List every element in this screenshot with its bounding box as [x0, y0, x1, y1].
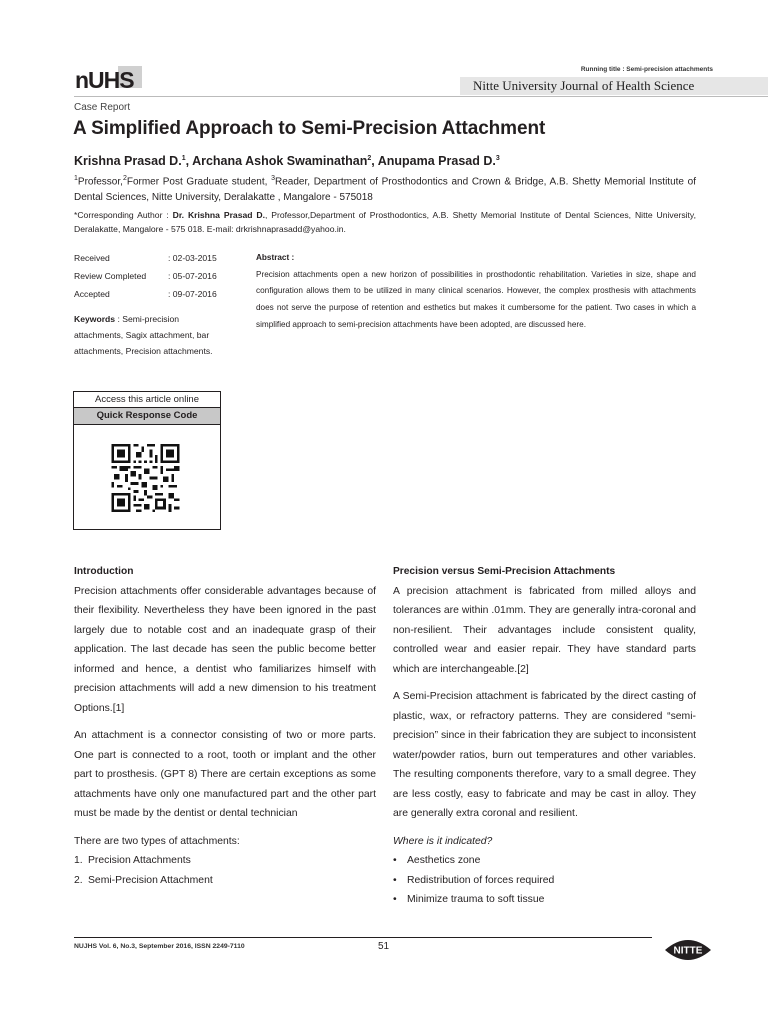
bullet-dot-icon: •	[393, 855, 397, 866]
article-type: Case Report	[74, 102, 131, 113]
corr-details: , Professor,Department of Prosthodontics, A.B. Shetty Memorial Institute of Dental Sciences, Nitte University, Deralakatte, Mangalore - 575 018. E-mail: drkrishnaprasadd@yahoo.in.	[74, 210, 696, 234]
bullet-item	[393, 890, 696, 910]
abstract	[256, 250, 696, 334]
date-value: : 05-07-2016	[168, 270, 217, 281]
footer-citation: NUJHS Vol. 6, No.3, September 2016, ISSN 2249-7110	[74, 943, 245, 950]
paragraph: A precision attachment is fabricated from milled alloys and tolerances are within .01mm. They are generally intra-coronal and non-resilient. Their advantages include consistent quality, controlled wear and easier repair. They have standard parts which are interchangeable.[2]	[393, 585, 696, 675]
list-number: 1.	[74, 855, 83, 866]
list-item	[74, 871, 376, 891]
corresponding-author	[74, 208, 696, 236]
bullet-text: Redistribution of forces required	[407, 874, 555, 886]
section-heading-introduction: Introduction	[74, 566, 134, 577]
article-title: A Simplified Approach to Semi-Precision Attachment	[73, 118, 546, 139]
article-dates	[74, 250, 234, 303]
page-number: 51	[378, 941, 390, 952]
affil-text: Reader, Department of Prosthodontics and Crown & Bridge, A.B. Shetty Memorial Institute of Dental Sciences, Nitte University, Deralakatte , Mangalore - 575018	[74, 176, 696, 203]
paragraph: An attachment is a connector consisting of two or more parts. One part is connected to a root, tooth or implant and the other part to prosthesis. (GPT 8) There are certain exceptions as some attachments have only one manufactured part and the other part must be made by the dentist or dental technician	[74, 730, 376, 819]
list-item	[74, 851, 376, 871]
bullet-text: Aesthetics zone	[407, 855, 481, 866]
access-online-box	[73, 391, 221, 530]
bullet-item	[393, 851, 696, 871]
abstract-label: Abstract :	[256, 253, 295, 262]
running-title: Running title : Semi-precision attachments	[580, 66, 713, 73]
journal-name: Nitte University Journal of Health Science	[473, 78, 695, 93]
paragraph: A Semi-Precision attachment is fabricated by the direct casting of plastic, wax, or refractory patterns. They are considered “semi-precision” since in their fabrication they are subject to inconsistent water/powder ratios, burn out temperatures and other variables. The resulting components therefore, vary to a small degree. They are less costly, easy to fabricate and may be cast in alloy. They are generally extra coronal and resilient.	[393, 691, 696, 819]
qr-code-icon[interactable]	[109, 444, 182, 512]
date-label: Accepted	[74, 288, 110, 299]
paragraph: Precision attachments offer considerable advantages because of their flexibility. Nevertheless they have been ignored in the past largely due to notable cost and an inadequate grasp of their application. The last decade has seen the public become better informed and hence, a dentist who familiarizes himself with precision attachments will add a new dimension to his treatment Options.[1]	[74, 585, 376, 714]
section-heading-precision: Precision versus Semi-Precision Attachments	[393, 566, 616, 577]
affil-mark: 1	[74, 175, 78, 182]
date-row-received	[74, 250, 234, 268]
author-list	[74, 154, 500, 168]
affil-text: Former Post Graduate student,	[126, 176, 272, 188]
nitte-logo-text: NITTE	[673, 945, 703, 957]
date-value: : 02-03-2015	[168, 253, 217, 263]
author-name: , Archana Ashok Swaminathan	[185, 154, 368, 168]
keywords-text: : Semi-precision attachments, Sagix attachment, bar attachments, Precision attachments.	[74, 314, 213, 356]
bullet-item	[393, 871, 696, 891]
author-name: Krishna Prasad D.	[74, 154, 182, 168]
date-label: Received	[74, 253, 110, 263]
corr-name: Dr. Krishna Prasad D.	[172, 210, 265, 220]
right-column	[393, 562, 696, 910]
author-affil-mark: 3	[495, 154, 500, 162]
affil-text: Professor,	[77, 176, 123, 188]
bullet-text: Minimize trauma to soft tissue	[407, 894, 545, 905]
date-value: : 09-07-2016	[168, 288, 217, 299]
affiliations	[74, 171, 696, 205]
date-row-review	[74, 268, 234, 286]
paragraph: There are two types of attachments:	[74, 835, 240, 847]
access-online-label: Access this article online	[74, 392, 220, 408]
subheading-indication: Where is it indicated?	[393, 835, 493, 847]
footer-divider	[74, 937, 652, 938]
logo-text: nUHS	[75, 67, 134, 93]
date-label: Review Completed	[74, 270, 147, 281]
author-name: , Anupama Prasad D.	[371, 154, 496, 168]
keywords-label: Keywords	[74, 314, 116, 324]
corr-prefix: *Corresponding Author :	[74, 210, 173, 220]
journal-logo	[74, 64, 144, 98]
list-text: Precision Attachments	[88, 855, 191, 866]
bullet-dot-icon: •	[393, 894, 397, 905]
date-row-accepted	[74, 286, 234, 304]
bullet-dot-icon: •	[393, 874, 397, 886]
nitte-logo	[661, 936, 715, 964]
keywords	[74, 312, 230, 359]
affil-mark: 3	[271, 175, 275, 182]
list-text: Semi-Precision Attachment	[88, 874, 213, 886]
list-number: 2.	[74, 874, 83, 886]
author-affil-mark: 2	[367, 154, 372, 162]
header-divider	[74, 96, 768, 97]
abstract-text: Precision attachments open a new horizon of possibilities in prosthodontic rehabilitation. Varieties in size, shape and configuration allows them to be utilized in many clinical scenarios. However, the complex prosthesis with attachments does not serve the purpose of retention and esthetics but makes it cumbersome for the patient. Two cases in which a simplified approach to semi-precision attachments have been adopted, are discussed here.	[256, 269, 696, 329]
author-affil-mark: 1	[181, 154, 186, 162]
qr-code-label: Quick Response Code	[74, 408, 220, 425]
left-column	[74, 562, 376, 890]
affil-mark: 2	[122, 175, 127, 182]
